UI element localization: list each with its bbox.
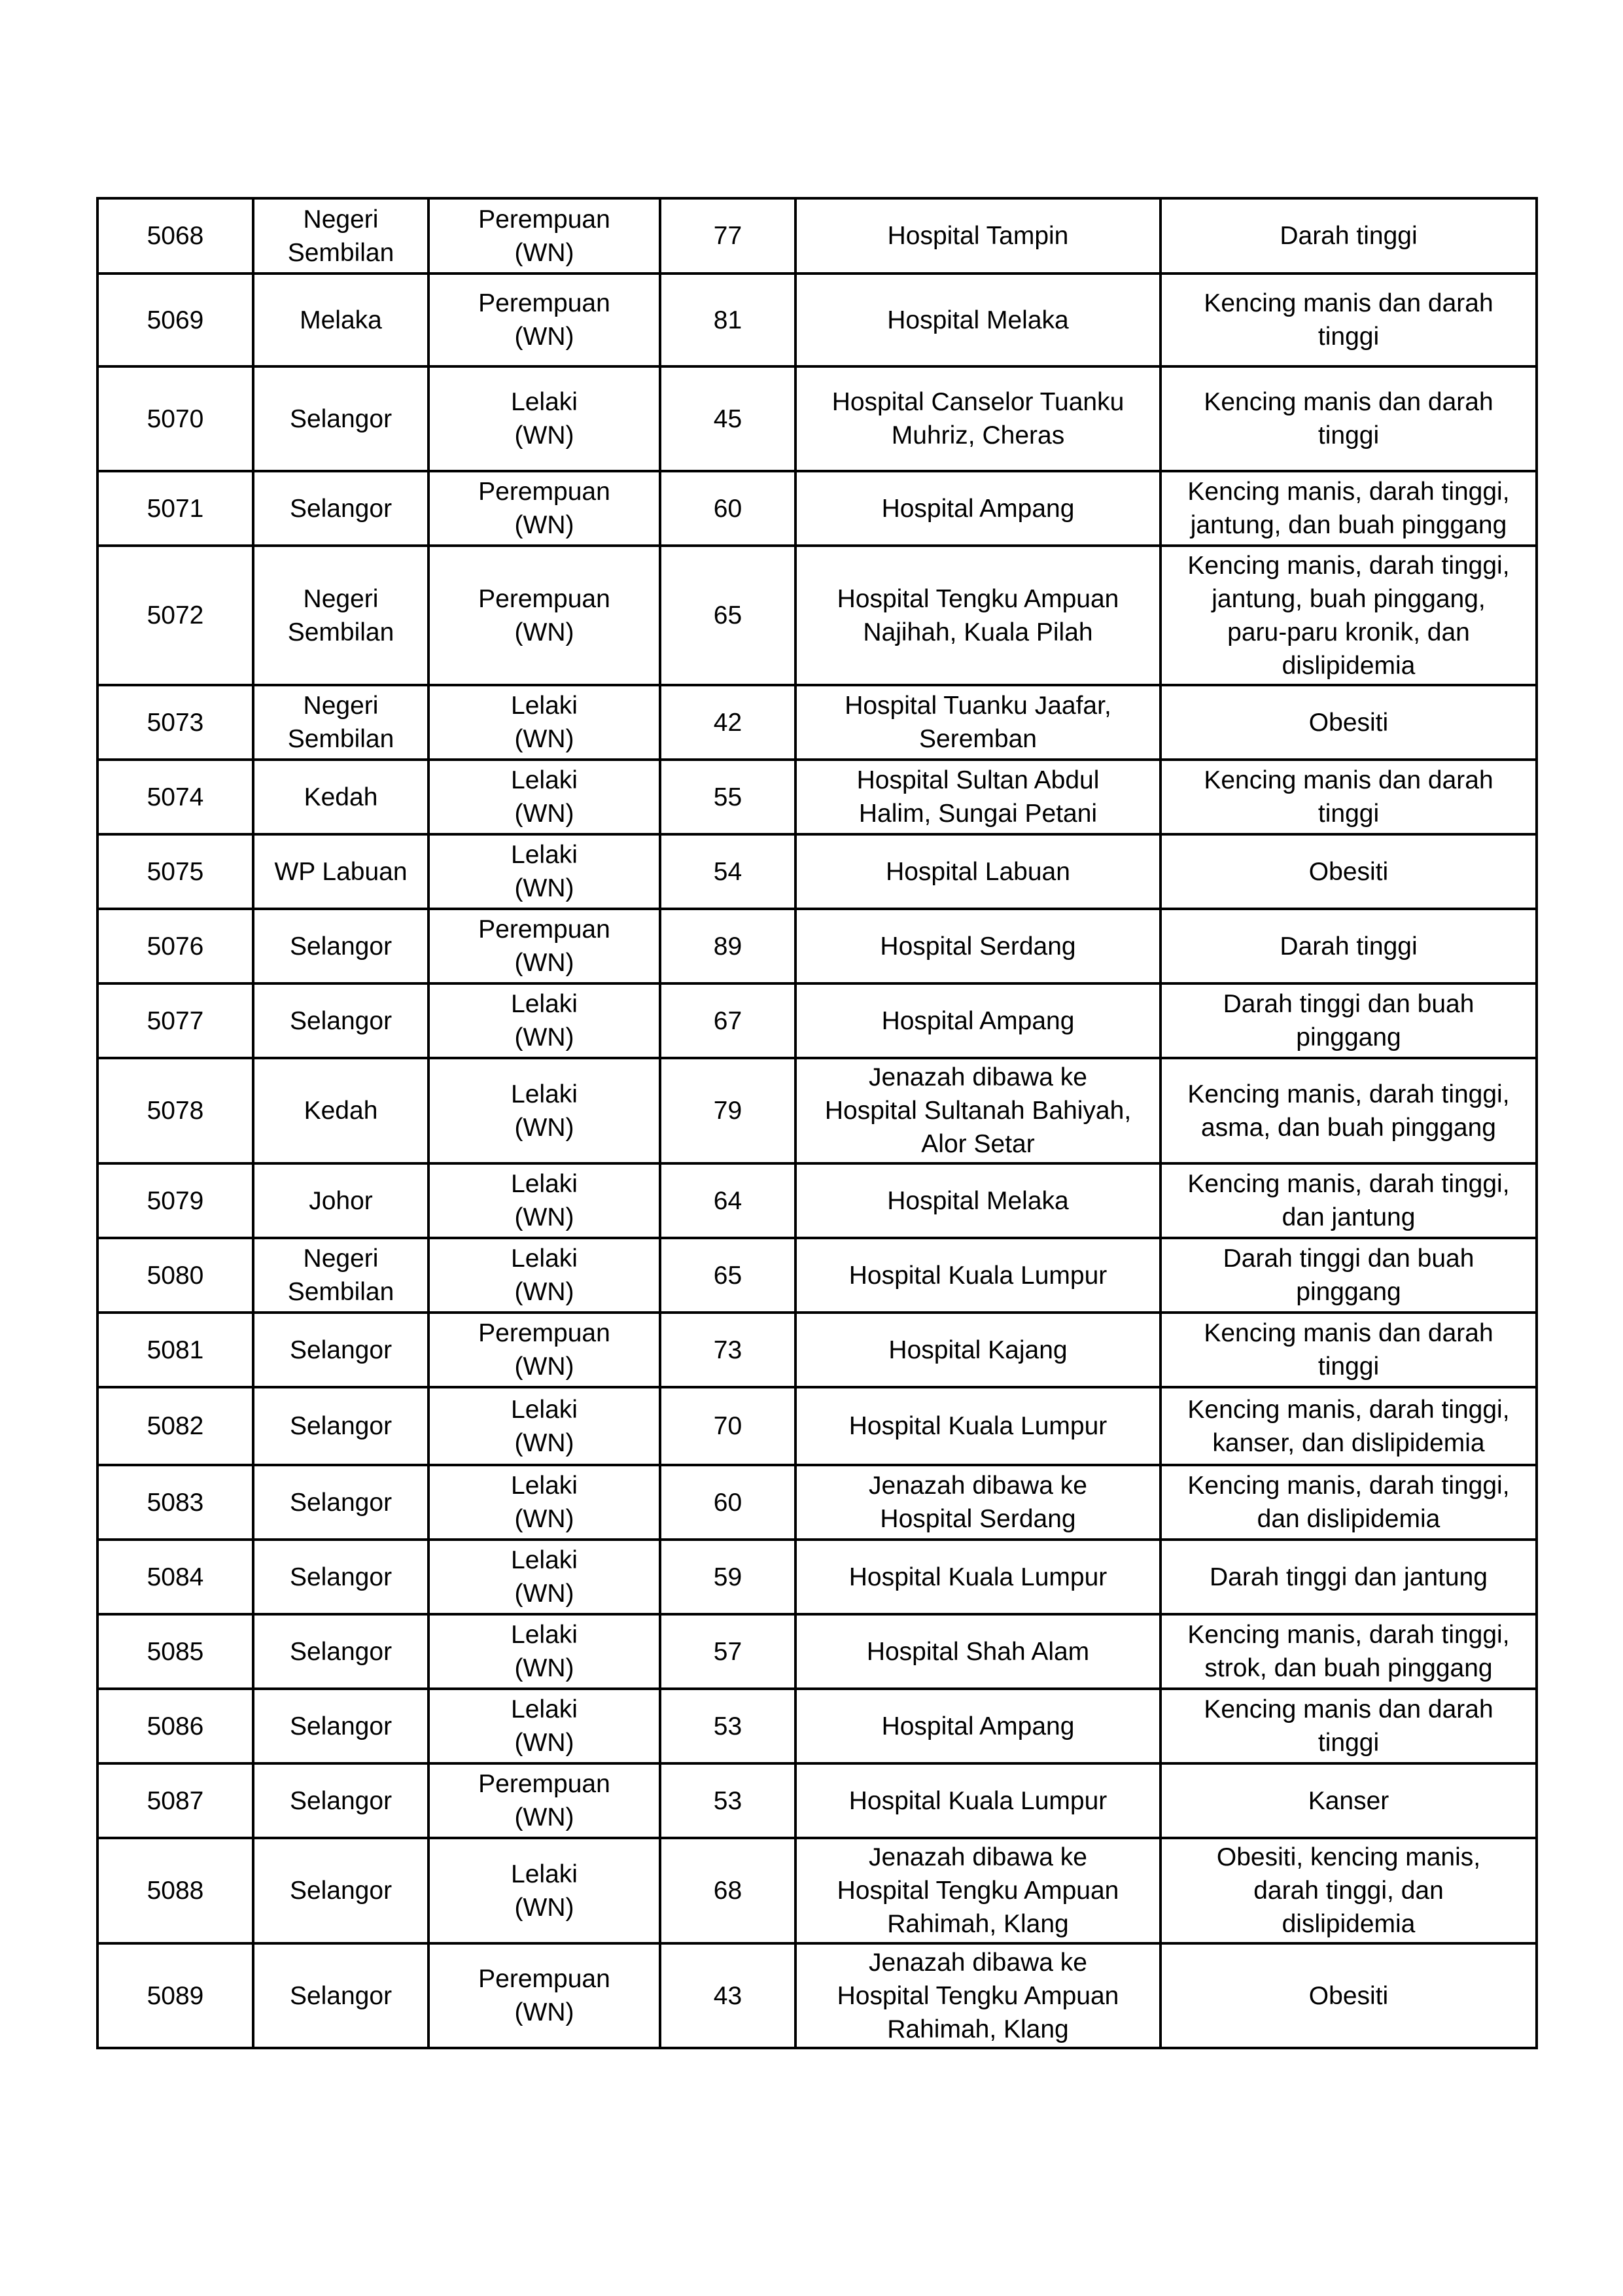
table-row: [97, 198, 1537, 274]
case-number-cell: 5085: [97, 1614, 253, 1689]
conditions-cell: Kencing manis, darah tinggi, jantung, buah pinggang, paru-paru kronik, dan dislipidemia: [1161, 546, 1537, 685]
hospital-cell: Hospital Kajang: [795, 1313, 1161, 1387]
gender-cell: Lelaki (WN): [428, 1465, 660, 1540]
age-cell: 60: [660, 471, 795, 546]
age-cell: 64: [660, 1163, 795, 1238]
case-table-body: [97, 198, 1537, 2048]
table-row: [97, 1763, 1537, 1838]
hospital-cell: Jenazah dibawa ke Hospital Tengku Ampuan Rahimah, Klang: [795, 1943, 1161, 2048]
table-row: [97, 546, 1537, 685]
gender-cell: Lelaki (WN): [428, 1238, 660, 1313]
hospital-cell: Hospital Ampang: [795, 983, 1161, 1058]
conditions-cell: Kencing manis, darah tinggi, strok, dan buah pinggang: [1161, 1614, 1537, 1689]
table-row: [97, 1614, 1537, 1689]
age-cell: 65: [660, 1238, 795, 1313]
table-row: [97, 471, 1537, 546]
state-cell: Selangor: [253, 366, 428, 471]
hospital-cell: Hospital Kuala Lumpur: [795, 1238, 1161, 1313]
gender-cell: Lelaki (WN): [428, 366, 660, 471]
conditions-cell: Darah tinggi: [1161, 198, 1537, 274]
state-cell: WP Labuan: [253, 834, 428, 909]
table-row: [97, 1387, 1537, 1465]
case-number-cell: 5072: [97, 546, 253, 685]
age-cell: 81: [660, 274, 795, 366]
state-cell: Kedah: [253, 1058, 428, 1163]
table-row: [97, 909, 1537, 983]
gender-cell: Lelaki (WN): [428, 1838, 660, 1943]
state-cell: Selangor: [253, 1313, 428, 1387]
age-cell: 65: [660, 546, 795, 685]
age-cell: 73: [660, 1313, 795, 1387]
state-cell: Negeri Sembilan: [253, 1238, 428, 1313]
age-cell: 79: [660, 1058, 795, 1163]
hospital-cell: Hospital Ampang: [795, 1689, 1161, 1763]
age-cell: 57: [660, 1614, 795, 1689]
state-cell: Selangor: [253, 471, 428, 546]
conditions-cell: Kencing manis dan darah tinggi: [1161, 366, 1537, 471]
table-row: [97, 1313, 1537, 1387]
gender-cell: Perempuan (WN): [428, 471, 660, 546]
case-number-cell: 5088: [97, 1838, 253, 1943]
conditions-cell: Darah tinggi: [1161, 909, 1537, 983]
gender-cell: Lelaki (WN): [428, 1614, 660, 1689]
hospital-cell: Hospital Kuala Lumpur: [795, 1763, 1161, 1838]
case-number-cell: 5087: [97, 1763, 253, 1838]
case-number-cell: 5077: [97, 983, 253, 1058]
hospital-cell: Jenazah dibawa ke Hospital Serdang: [795, 1465, 1161, 1540]
gender-cell: Lelaki (WN): [428, 834, 660, 909]
gender-cell: Lelaki (WN): [428, 1163, 660, 1238]
conditions-cell: Kanser: [1161, 1763, 1537, 1838]
conditions-cell: Kencing manis dan darah tinggi: [1161, 1313, 1537, 1387]
gender-cell: Lelaki (WN): [428, 760, 660, 834]
table-row: [97, 1540, 1537, 1614]
hospital-cell: Hospital Tuanku Jaafar, Seremban: [795, 685, 1161, 760]
case-number-cell: 5080: [97, 1238, 253, 1313]
table-row: [97, 366, 1537, 471]
gender-cell: Perempuan (WN): [428, 1943, 660, 2048]
case-number-cell: 5081: [97, 1313, 253, 1387]
age-cell: 68: [660, 1838, 795, 1943]
case-number-cell: 5069: [97, 274, 253, 366]
hospital-cell: Jenazah dibawa ke Hospital Tengku Ampuan Rahimah, Klang: [795, 1838, 1161, 1943]
age-cell: 59: [660, 1540, 795, 1614]
hospital-cell: Hospital Kuala Lumpur: [795, 1540, 1161, 1614]
case-number-cell: 5075: [97, 834, 253, 909]
gender-cell: Perempuan (WN): [428, 546, 660, 685]
gender-cell: Lelaki (WN): [428, 685, 660, 760]
hospital-cell: Hospital Labuan: [795, 834, 1161, 909]
conditions-cell: Kencing manis, darah tinggi, jantung, dan buah pinggang: [1161, 471, 1537, 546]
gender-cell: Lelaki (WN): [428, 1387, 660, 1465]
hospital-cell: Hospital Melaka: [795, 1163, 1161, 1238]
hospital-cell: Hospital Serdang: [795, 909, 1161, 983]
gender-cell: Perempuan (WN): [428, 274, 660, 366]
conditions-cell: Darah tinggi dan buah pinggang: [1161, 1238, 1537, 1313]
gender-cell: Lelaki (WN): [428, 1689, 660, 1763]
hospital-cell: Hospital Melaka: [795, 274, 1161, 366]
age-cell: 53: [660, 1689, 795, 1763]
hospital-cell: Hospital Sultan Abdul Halim, Sungai Petani: [795, 760, 1161, 834]
case-number-cell: 5076: [97, 909, 253, 983]
case-number-cell: 5086: [97, 1689, 253, 1763]
state-cell: Selangor: [253, 1465, 428, 1540]
conditions-cell: Kencing manis dan darah tinggi: [1161, 760, 1537, 834]
conditions-cell: Obesiti: [1161, 1943, 1537, 2048]
age-cell: 70: [660, 1387, 795, 1465]
age-cell: 89: [660, 909, 795, 983]
conditions-cell: Kencing manis, darah tinggi, dan dislipidemia: [1161, 1465, 1537, 1540]
table-row: [97, 983, 1537, 1058]
age-cell: 67: [660, 983, 795, 1058]
conditions-cell: Darah tinggi dan jantung: [1161, 1540, 1537, 1614]
table-row: [97, 1838, 1537, 1943]
case-number-cell: 5082: [97, 1387, 253, 1465]
age-cell: 43: [660, 1943, 795, 2048]
age-cell: 77: [660, 198, 795, 274]
conditions-cell: Kencing manis dan darah tinggi: [1161, 1689, 1537, 1763]
gender-cell: Lelaki (WN): [428, 1540, 660, 1614]
age-cell: 42: [660, 685, 795, 760]
hospital-cell: Hospital Tengku Ampuan Najihah, Kuala Pilah: [795, 546, 1161, 685]
state-cell: Selangor: [253, 1387, 428, 1465]
case-number-cell: 5089: [97, 1943, 253, 2048]
state-cell: Selangor: [253, 1689, 428, 1763]
table-row: [97, 685, 1537, 760]
gender-cell: Perempuan (WN): [428, 909, 660, 983]
table-row: [97, 834, 1537, 909]
case-number-cell: 5073: [97, 685, 253, 760]
conditions-cell: Obesiti, kencing manis, darah tinggi, dan dislipidemia: [1161, 1838, 1537, 1943]
table-row: [97, 1238, 1537, 1313]
age-cell: 45: [660, 366, 795, 471]
state-cell: Selangor: [253, 1614, 428, 1689]
state-cell: Negeri Sembilan: [253, 685, 428, 760]
hospital-cell: Hospital Ampang: [795, 471, 1161, 546]
table-row: [97, 760, 1537, 834]
conditions-cell: Obesiti: [1161, 685, 1537, 760]
case-number-cell: 5079: [97, 1163, 253, 1238]
hospital-cell: Hospital Shah Alam: [795, 1614, 1161, 1689]
table-row: [97, 1689, 1537, 1763]
table-row: [97, 1058, 1537, 1163]
case-number-cell: 5083: [97, 1465, 253, 1540]
case-number-cell: 5071: [97, 471, 253, 546]
hospital-cell: Jenazah dibawa ke Hospital Sultanah Bahiyah, Alor Setar: [795, 1058, 1161, 1163]
age-cell: 55: [660, 760, 795, 834]
state-cell: Negeri Sembilan: [253, 198, 428, 274]
case-number-cell: 5070: [97, 366, 253, 471]
case-table: [96, 197, 1538, 2049]
conditions-cell: Darah tinggi dan buah pinggang: [1161, 983, 1537, 1058]
gender-cell: Lelaki (WN): [428, 983, 660, 1058]
age-cell: 53: [660, 1763, 795, 1838]
case-number-cell: 5074: [97, 760, 253, 834]
age-cell: 54: [660, 834, 795, 909]
state-cell: Johor: [253, 1163, 428, 1238]
conditions-cell: Obesiti: [1161, 834, 1537, 909]
hospital-cell: Hospital Tampin: [795, 198, 1161, 274]
state-cell: Selangor: [253, 1838, 428, 1943]
conditions-cell: Kencing manis, darah tinggi, kanser, dan dislipidemia: [1161, 1387, 1537, 1465]
age-cell: 60: [660, 1465, 795, 1540]
gender-cell: Lelaki (WN): [428, 1058, 660, 1163]
state-cell: Selangor: [253, 1943, 428, 2048]
state-cell: Melaka: [253, 274, 428, 366]
case-number-cell: 5078: [97, 1058, 253, 1163]
state-cell: Negeri Sembilan: [253, 546, 428, 685]
gender-cell: Perempuan (WN): [428, 198, 660, 274]
state-cell: Selangor: [253, 983, 428, 1058]
state-cell: Selangor: [253, 909, 428, 983]
table-row: [97, 1465, 1537, 1540]
conditions-cell: Kencing manis, darah tinggi, asma, dan buah pinggang: [1161, 1058, 1537, 1163]
case-number-cell: 5084: [97, 1540, 253, 1614]
state-cell: Selangor: [253, 1540, 428, 1614]
table-row: [97, 1163, 1537, 1238]
hospital-cell: Hospital Kuala Lumpur: [795, 1387, 1161, 1465]
conditions-cell: Kencing manis dan darah tinggi: [1161, 274, 1537, 366]
table-row: [97, 1943, 1537, 2048]
table-row: [97, 274, 1537, 366]
gender-cell: Perempuan (WN): [428, 1763, 660, 1838]
state-cell: Selangor: [253, 1763, 428, 1838]
gender-cell: Perempuan (WN): [428, 1313, 660, 1387]
case-number-cell: 5068: [97, 198, 253, 274]
hospital-cell: Hospital Canselor Tuanku Muhriz, Cheras: [795, 366, 1161, 471]
state-cell: Kedah: [253, 760, 428, 834]
conditions-cell: Kencing manis, darah tinggi, dan jantung: [1161, 1163, 1537, 1238]
